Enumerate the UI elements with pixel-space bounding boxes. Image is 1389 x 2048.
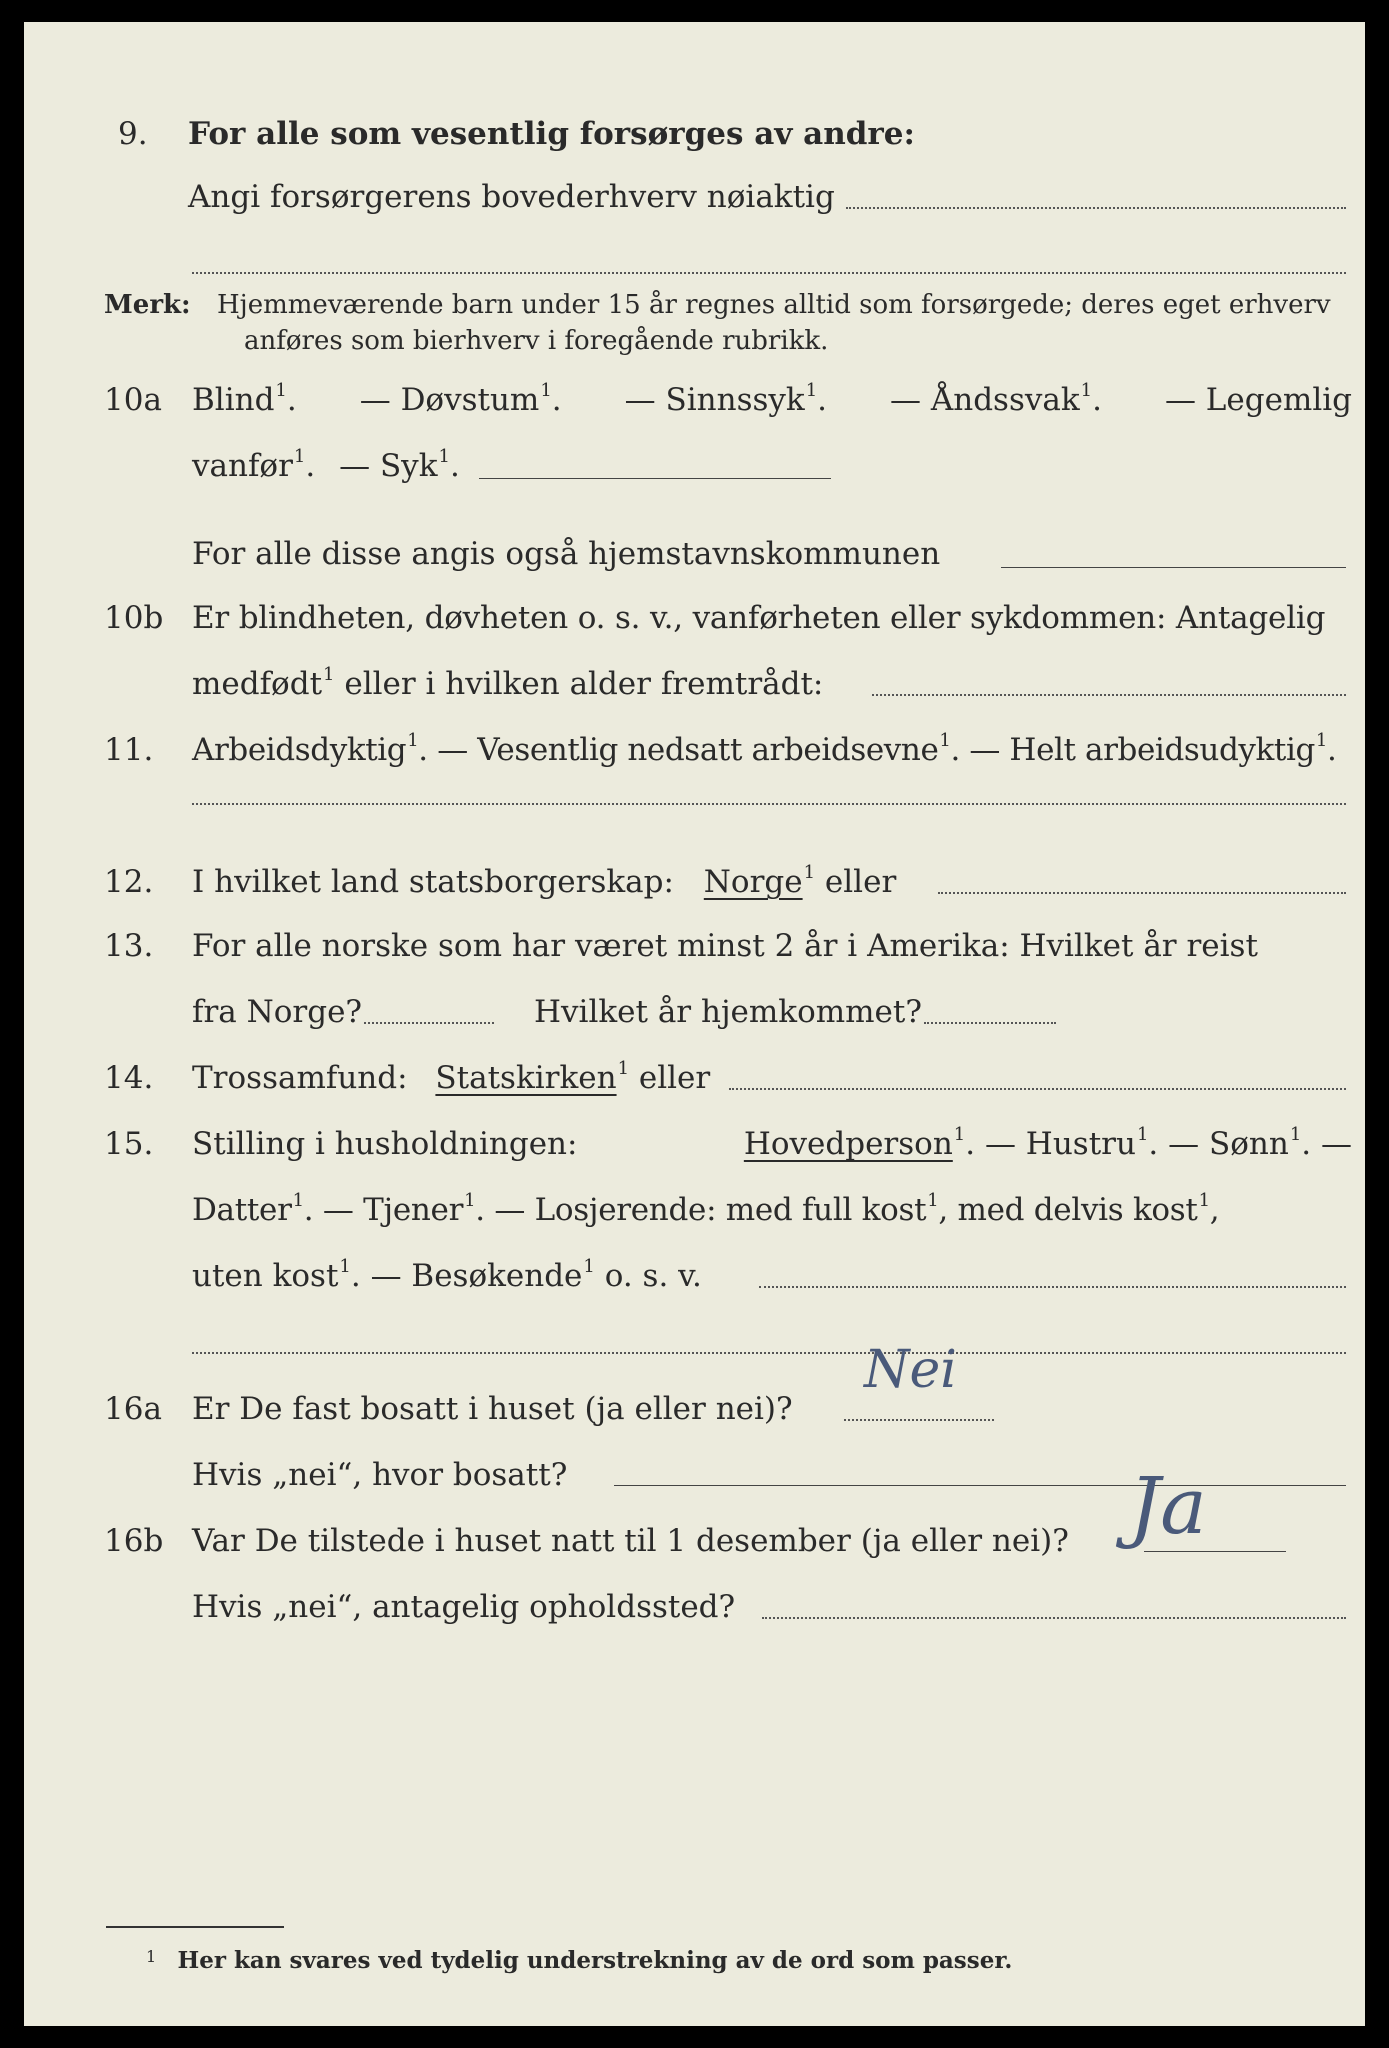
option-hustru[interactable]: . — Hustru — [965, 1126, 1136, 1162]
q12-country-field[interactable] — [938, 892, 1346, 894]
q14-question: Trossamfund: Statskirken$^1$ eller — [192, 1058, 711, 1096]
note-line-2: anføres som bierhverv i foregående rubrikk. — [244, 326, 829, 356]
footnote-rule — [106, 1926, 284, 1928]
q9-heading: For alle som vesentlig forsørges av andre: — [188, 116, 915, 152]
q15-options: Stilling i husholdningen: Hovedperson$^1$. — Hustru$^1$. — Sønn$^1$. — — [192, 1124, 1352, 1162]
q10a-options-2 — [192, 446, 460, 486]
option-norge[interactable]: Norge — [703, 864, 803, 900]
q13-question: For alle norske som har været minst 2 år i Amerika: Hvilket år reist — [192, 928, 1258, 964]
q10b-question-2: medfødt$^1$ eller i hvilken alder fremtrådt: — [192, 664, 824, 702]
option-tjener[interactable]: . — Tjener — [303, 1192, 464, 1228]
q16a-question: Er De fast bosatt i huset (ja eller nei)? — [192, 1391, 793, 1427]
option-nedsatt[interactable]: . — Vesentlig nedsatt arbeidsevne — [418, 732, 939, 768]
q10b-age-field[interactable] — [872, 694, 1346, 696]
note-label: Merk: — [104, 290, 191, 320]
option-arbeidsdyktig[interactable]: Arbeidsdyktig — [192, 732, 407, 768]
q10a-home-label: For alle disse angis også hjemstavnskommunen — [192, 536, 941, 572]
q10b-number: 10b — [104, 600, 164, 636]
footnote-text: Her kan svares ved tydelig understrekning av de ord som passer. — [177, 1947, 1013, 1974]
option-besokende[interactable]: . — Besøkende — [350, 1258, 583, 1294]
footnote-mark: 1 — [146, 1947, 157, 1966]
q16a-number: 16a — [104, 1391, 162, 1427]
q16b-question: Var De tilstede i huset natt til 1 desember (ja eller nei)? — [192, 1523, 1069, 1559]
q9-occupation-label: Angi forsørgerens bovederhverv nøiaktig — [188, 179, 835, 215]
option-sinnssyk[interactable]: — Sinnssyk$^1$. — [624, 380, 828, 418]
option-blind[interactable]: Blind$^1$. — [192, 380, 297, 418]
option-delvis-kost[interactable]: , med delvis kost — [938, 1192, 1198, 1228]
q9-occupation-field[interactable] — [846, 207, 1346, 209]
q15-options-2: Datter$^1$. — Tjener$^1$. — Losjerende: med full kost$^1$, med delvis kost$^1$, — [192, 1190, 1220, 1228]
option-full-kost[interactable]: . — Losjerende: med full kost — [475, 1192, 927, 1228]
q16a-where-field[interactable] — [614, 1485, 1346, 1486]
q16b-place-label: Hvis „nei“, antagelig opholdssted? — [192, 1589, 736, 1625]
q13-number: 13. — [104, 928, 154, 964]
option-udyktig[interactable]: . — Helt arbeidsudyktig — [950, 732, 1315, 768]
q14-number: 14. — [104, 1060, 154, 1096]
q13-hjemkommet-label: Hvilket år hjemkommet? — [534, 994, 922, 1030]
census-form-page — [24, 22, 1365, 2026]
option-legemlig[interactable]: — Legemlig — [1164, 382, 1352, 418]
q9-number: 9. — [118, 116, 148, 152]
q15-number: 15. — [104, 1126, 154, 1162]
q10a-number: 10a — [104, 382, 162, 418]
q13-reist-label: fra Norge? — [192, 994, 363, 1030]
q13-reist-field[interactable] — [364, 1022, 494, 1024]
q10b-question: Er blindheten, døvheten o. s. v., vanførheten eller sykdommen: Antagelig — [192, 600, 1326, 636]
q16b-handwritten-answer: Ja — [1129, 1462, 1207, 1552]
q16b-place-field[interactable] — [762, 1617, 1346, 1619]
q14-faith-field[interactable] — [729, 1088, 1346, 1090]
q16a-handwritten-answer: Nei — [864, 1340, 957, 1400]
q10a-home-field[interactable] — [1001, 567, 1346, 568]
q10a-syk-field[interactable] — [479, 478, 831, 479]
q15-other-field[interactable] — [759, 1286, 1346, 1288]
option-vanfor[interactable]: vanfør$^1$. — [192, 446, 316, 484]
option-dovstum[interactable]: — Døvstum$^1$. — [359, 380, 562, 418]
q11-options: Arbeidsdyktig$^1$. — Vesentlig nedsatt arbeidsevne$^1$. — Helt arbeidsudyktig$^1$. — [192, 730, 1337, 768]
option-statskirken[interactable]: Statskirken — [435, 1060, 617, 1096]
q16a-where-label: Hvis „nei“, hvor bosatt? — [192, 1457, 568, 1493]
option-andssvak[interactable]: — Åndssvak$^1$. — [890, 380, 1102, 418]
q9-extra-field[interactable] — [192, 272, 1346, 274]
q16a-answer-field[interactable] — [844, 1419, 994, 1421]
q13-hjemkommet-field[interactable] — [924, 1022, 1056, 1024]
option-hovedperson[interactable]: Hovedperson — [743, 1126, 953, 1162]
q10a-options — [192, 380, 1352, 420]
option-syk[interactable]: — Syk$^1$. — [339, 446, 460, 484]
option-uten-kost[interactable]: uten kost — [192, 1258, 339, 1294]
option-sonn[interactable]: . — Sønn — [1148, 1126, 1289, 1162]
option-datter[interactable]: Datter — [192, 1192, 292, 1228]
q15-options-3: uten kost$^1$. — Besøkende$^1$ o. s. v. — [192, 1256, 702, 1294]
q11-number: 11. — [104, 732, 154, 768]
note-line-1: Hjemmeværende barn under 15 år regnes alltid som forsørgede; deres eget erhverv — [217, 290, 1331, 320]
q16b-number: 16b — [104, 1523, 164, 1559]
q12-question: I hvilket land statsborgerskap: Norge$^1$ eller — [192, 862, 897, 900]
q11-extra-field[interactable] — [192, 803, 1346, 805]
q15-extra-field[interactable] — [192, 1352, 1346, 1354]
q12-number: 12. — [104, 864, 154, 900]
footnote — [146, 1947, 1012, 1974]
option-medfodt[interactable]: medfødt — [192, 666, 323, 702]
